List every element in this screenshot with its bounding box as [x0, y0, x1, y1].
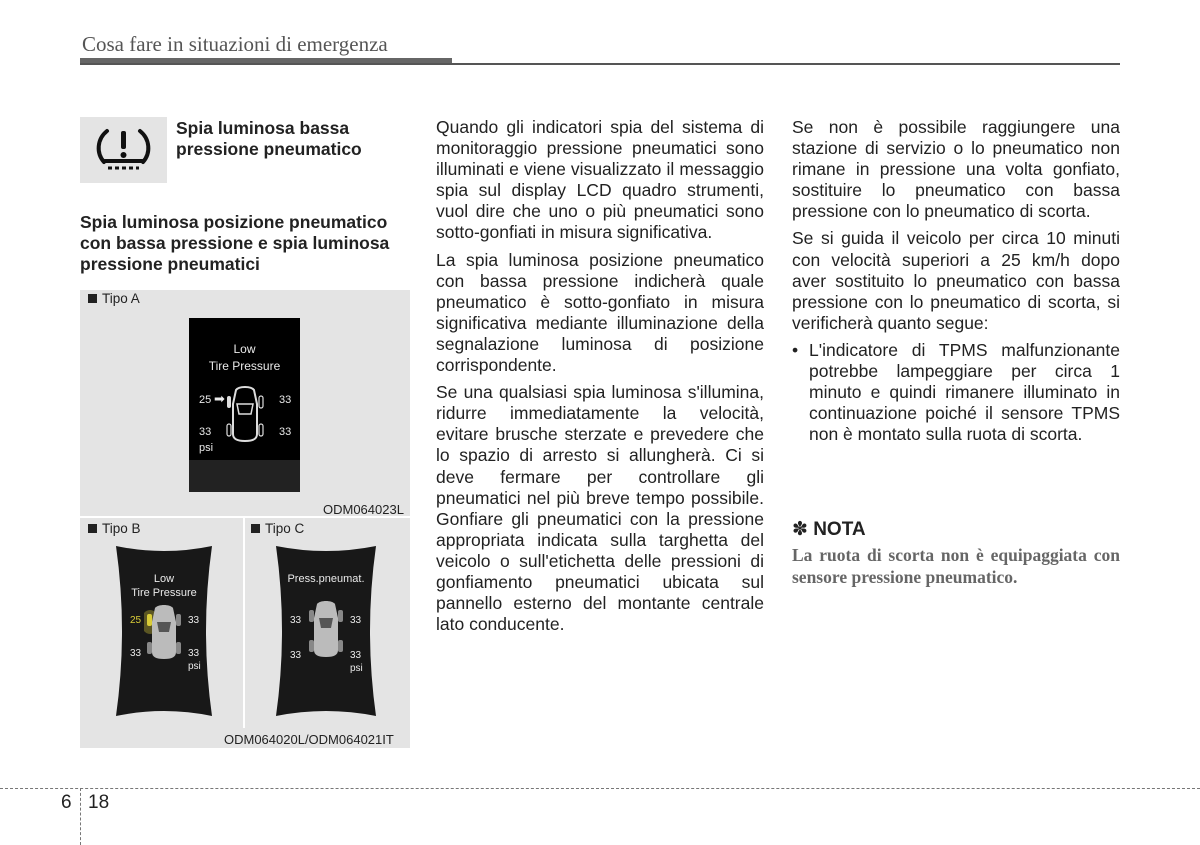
car-topview-icon — [306, 598, 346, 660]
display-b-line1: Low — [153, 573, 175, 585]
display-b-unit: psi — [188, 661, 201, 672]
display-a-rear-left: 33 — [199, 426, 212, 438]
figure-divider — [243, 518, 245, 728]
chapter-number: 6 — [61, 792, 72, 813]
nota-body: La ruota di scorta non è equipaggiata con sensore pressione pneumatico. — [792, 545, 1120, 587]
paragraph: Se si guida il veicolo per circa 10 minuti con velocità superiori a 25 km/h dopo aver sostituito lo pneumatico con bassa pressione con lo pneumatico di scorta, si verificherà quanto segue: — [792, 228, 1120, 333]
display-b-front-right: 33 — [188, 615, 200, 626]
display-a-unit: psi — [199, 442, 214, 454]
bullet-marker: • — [792, 339, 799, 360]
cluster-display-type-c — [272, 540, 380, 722]
figure-type-a-label: Tipo A — [88, 291, 140, 306]
paragraph: Se non è possibile raggiungere una stazione di servizio o lo pneumatico non rimane in pressione una volta gonfiato, sostituire lo pneumatico con bassa pressione con lo pneumatico di scorta. — [792, 117, 1120, 222]
figure-type-b-label: Tipo B — [88, 521, 141, 536]
footer-vertical-rule — [80, 788, 81, 845]
tire-pressure-warning-icon — [80, 117, 167, 183]
display-a-front-left: 25 — [199, 394, 212, 406]
display-c-front-left: 33 — [290, 615, 302, 626]
car-outline-icon — [225, 384, 265, 444]
arrow-right-icon: ➡ — [214, 391, 225, 406]
display-a-line2: Tire Pressure — [208, 359, 281, 373]
header-rule-thin — [80, 63, 1120, 65]
display-b-line2: Tire Pressure — [131, 587, 197, 599]
cluster-display-type-a — [189, 318, 300, 492]
display-c-rear-right: 33 — [350, 650, 362, 661]
figure-type-bc-code: ODM064020L/ODM064021IT — [224, 732, 394, 747]
paragraph: La spia luminosa posizione pneumatico con bassa pressione indicherà quale pneumatico è sotto-gonfiato in misura significativa mediante illuminazione della segnalazione luminosa di posizione corrispondente. — [436, 249, 764, 376]
warning-light-title: Spia luminosa bassa pressione pneumatico — [176, 118, 362, 159]
body-column-2 — [436, 117, 764, 641]
display-c-unit: psi — [350, 663, 363, 674]
paragraph: Quando gli indicatori spia del sistema di monitoraggio pressione pneumatici sono illuminati e viene visualizzato il messaggio spia sul display LCD quadro strumenti, vuol dire che uno o più pneumatici sono sotto-gonfiati in misura significativa. — [436, 117, 764, 243]
display-c-line1: Press.pneumat. — [287, 573, 365, 585]
list-item — [792, 340, 1120, 445]
nota-title: ✽ NOTA — [792, 519, 866, 540]
figure-type-c-label: Tipo C — [251, 521, 304, 536]
display-c-rear-left: 33 — [290, 650, 302, 661]
section-heading: Spia luminosa posizione pneumatico con bassa pressione e spia luminosa pressione pneumatici — [80, 212, 390, 274]
body-column-3 — [792, 117, 1120, 445]
list-item-text: L'indicatore di TPMS malfunzionante potrebbe lampeggiare per circa 1 minuto e quindi rimanere illuminato in continuazione poiché il sensore TPMS non è montato sulla ruota di scorta. — [809, 339, 1120, 445]
footer-rule — [0, 788, 1200, 789]
display-b-rear-right: 33 — [188, 648, 200, 659]
page-number: 18 — [88, 792, 110, 813]
figure-type-a-code: ODM064023L — [323, 502, 404, 517]
display-a-line1: Low — [233, 342, 256, 356]
display-c-front-right: 33 — [350, 615, 362, 626]
display-b-rear-left: 33 — [130, 648, 142, 659]
car-topview-icon — [144, 602, 184, 662]
display-b-front-left: 25 — [130, 615, 142, 626]
display-a-rear-right: 33 — [279, 426, 292, 438]
display-a-front-right: 33 — [279, 394, 292, 406]
paragraph: Se una qualsiasi spia luminosa s'illumina, ridurre immediatamente la velocità, evitare brusche sterzate e prevedere che lo spazio di arresto si allungherà. Ci si deve fermare per controllare gli pneumatici nel più breve tempo possibile. Gonfiare gli pneumatici con la pressione appropriata indicata sulla targhetta del veicolo o sull'etichetta delle pressioni di gonfiamento pneumatici ubicata sul pannello esterno del montante centrale lato conducente. — [436, 382, 764, 635]
cluster-display-type-b — [112, 540, 216, 722]
page-header-title: Cosa fare in situazioni di emergenza — [82, 32, 388, 56]
